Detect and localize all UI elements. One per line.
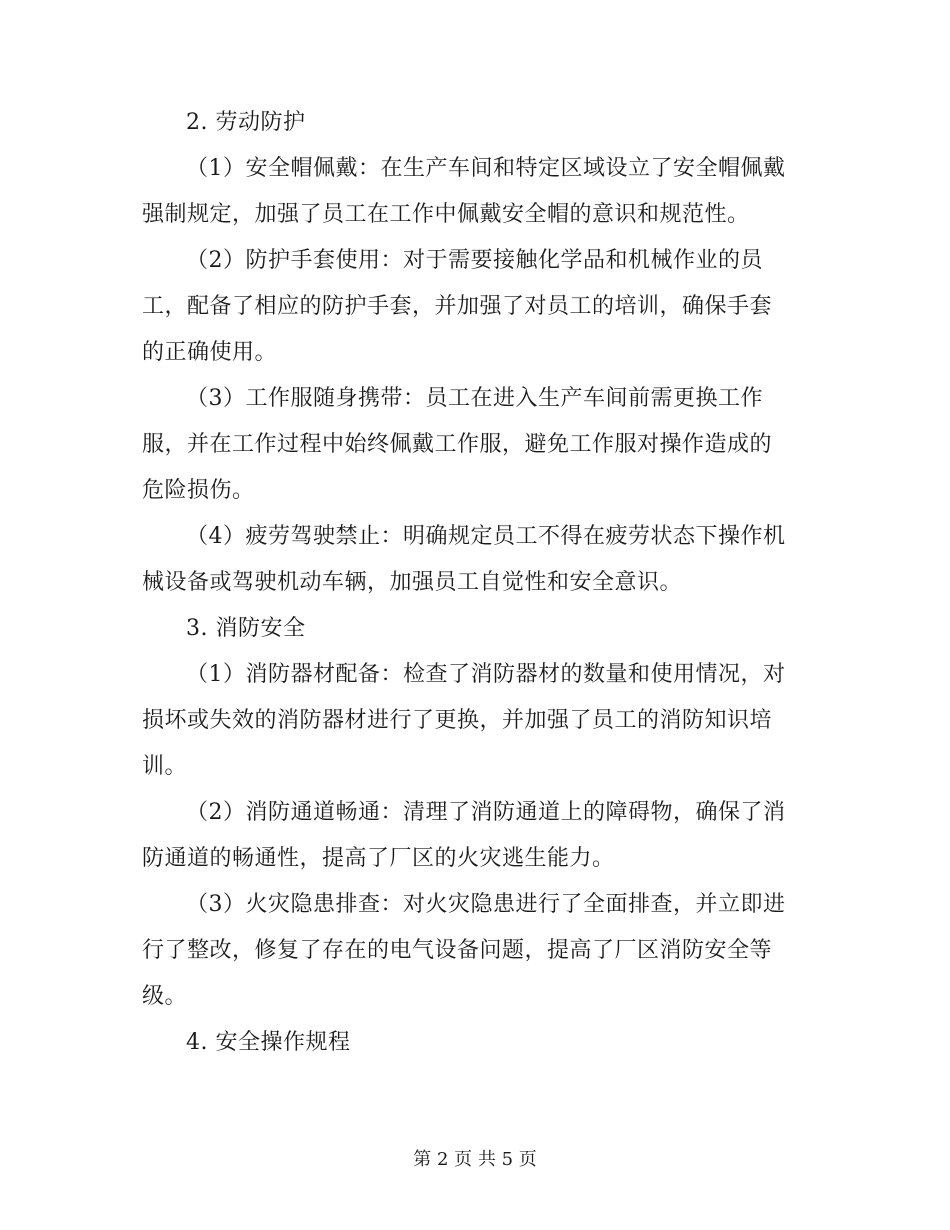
paragraph-line: 行了整改，修复了存在的电气设备问题，提高了厂区消防安全等 [142, 938, 773, 963]
paragraph-line: （1）安全帽佩戴：在生产车间和特定区域设立了安全帽佩戴 [186, 156, 786, 181]
paragraph-line: （2）消防通道畅通：清理了消防通道上的障碍物，确保了消 [186, 800, 786, 825]
paragraph-line: （3）火灾隐患排查：对火灾隐患进行了全面排查，并立即进 [186, 892, 786, 917]
paragraph-line: （3）工作服随身携带：员工在进入生产车间前需更换工作 [186, 386, 763, 411]
paragraph-line: 损坏或失效的消防器材进行了更换，并加强了员工的消防知识培 [142, 708, 773, 733]
paragraph-line: 械设备或驾驶机动车辆，加强员工自觉性和安全意识。 [142, 570, 683, 595]
paragraph-line: （1）消防器材配备：检查了消防器材的数量和使用情况，对 [186, 662, 786, 687]
paragraph-line: 工，配备了相应的防护手套，并加强了对员工的培训，确保手套 [142, 294, 773, 319]
paragraph-line: 服，并在工作过程中始终佩戴工作服，避免工作服对操作造成的 [142, 432, 773, 457]
paragraph-line: 级。 [142, 984, 188, 1009]
section-heading-fire-safety: 3. 消防安全 [186, 616, 306, 641]
paragraph-line: （2）防护手套使用：对于需要接触化学品和机械作业的员 [186, 248, 763, 273]
paragraph-line: 防通道的畅通性，提高了厂区的火灾逃生能力。 [142, 846, 615, 871]
page-number-footer: 第 2 页 共 5 页 [413, 1149, 537, 1170]
section-heading-safe-operation: 4. 安全操作规程 [186, 1030, 351, 1055]
paragraph-line: 危险损伤。 [142, 478, 255, 503]
paragraph-line: 训。 [142, 754, 188, 779]
paragraph-line: 强制规定，加强了员工在工作中佩戴安全帽的意识和规范性。 [142, 202, 750, 227]
paragraph-line: （4）疲劳驾驶禁止：明确规定员工不得在疲劳状态下操作机 [186, 524, 786, 549]
paragraph-line: 的正确使用。 [142, 340, 278, 365]
section-heading-labor-protection: 2. 劳动防护 [186, 110, 306, 135]
